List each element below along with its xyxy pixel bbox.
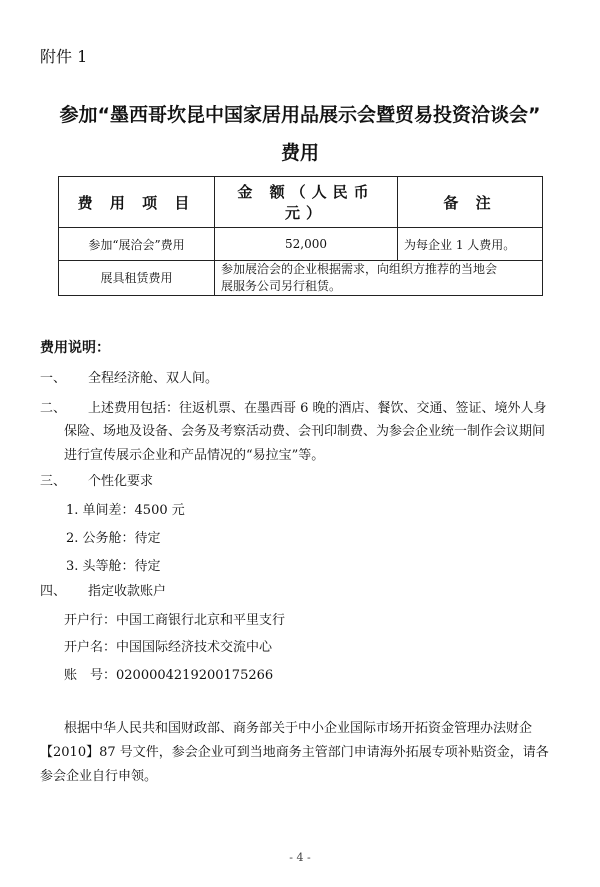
row1-note: 为每企业 1 人费用。 <box>398 228 543 261</box>
item-number-4: 四、 <box>40 584 67 599</box>
account-name: 开户名：中国国际经济技术交流中心 <box>64 640 273 655</box>
row2-note <box>215 261 543 296</box>
table-row <box>59 228 543 261</box>
page-number: - 4 - <box>289 851 311 864</box>
row2-note-line2: 展服务公司另行租赁。 <box>221 279 342 293</box>
sub-item-3: 3. 头等舱：待定 <box>66 559 161 574</box>
header-amount: 金 额（人民币元） <box>215 177 398 228</box>
item-text-3: 个性化要求 <box>88 474 154 489</box>
item-text-2-line2: 保险、场地及设备、会务及考察活动费、会刊印制费、为参会企业统一制作会议期间 <box>64 424 546 439</box>
document-title-line2: 费用 <box>280 142 319 164</box>
item-text-2-line3: 进行宣传展示企业和产品情况的“易拉宝”等。 <box>64 448 325 463</box>
sub-item-2: 2. 公务舱：待定 <box>66 531 161 546</box>
row1-item: 参加“展洽会”费用 <box>59 228 215 261</box>
row2-note-line1: 参加展洽会的企业根据需求，向组织方推荐的当地会 <box>221 262 498 276</box>
closing-line2: 【2010】87 号文件，参会企业可到当地商务主管部门申请海外拓展专项补贴资金，请各 <box>40 745 549 760</box>
item-number-3: 三、 <box>40 474 67 489</box>
closing-line1: 根据中华人民共和国财政部、商务部关于中小企业国际市场开拓资金管理办法财企 <box>64 721 533 736</box>
row1-amount: 52,000 <box>215 228 398 261</box>
item-number-2: 二、 <box>40 401 67 416</box>
account-number: 账 号：0200004219200175266 <box>64 668 274 683</box>
item-number-1: 一、 <box>40 371 67 386</box>
sub-item-1: 1. 单间差：4500 元 <box>66 503 185 518</box>
closing-line3: 参会企业自行申领。 <box>40 769 158 784</box>
document-title: 参加“墨西哥坎昆中国家居用品展示会暨贸易投资洽谈会” <box>59 104 541 126</box>
bank-name: 开户行：中国工商银行北京和平里支行 <box>64 613 286 628</box>
header-note: 备 注 <box>398 177 543 228</box>
item-text-4: 指定收款账户 <box>88 584 167 599</box>
explanation-heading: 费用说明： <box>40 340 110 356</box>
fee-table <box>58 176 543 296</box>
header-item: 费 用 项 目 <box>59 177 215 228</box>
table-row <box>59 261 543 296</box>
item-text-2-line1: 上述费用包括：往返机票、在墨西哥 6 晚的酒店、餐饮、交通、签证、境外人身 <box>88 401 547 416</box>
item-text-1: 全程经济舱、双人间。 <box>88 371 219 386</box>
attachment-label: 附件 1 <box>40 47 88 66</box>
row2-item: 展具租赁费用 <box>59 261 215 296</box>
table-header-row <box>59 177 543 228</box>
